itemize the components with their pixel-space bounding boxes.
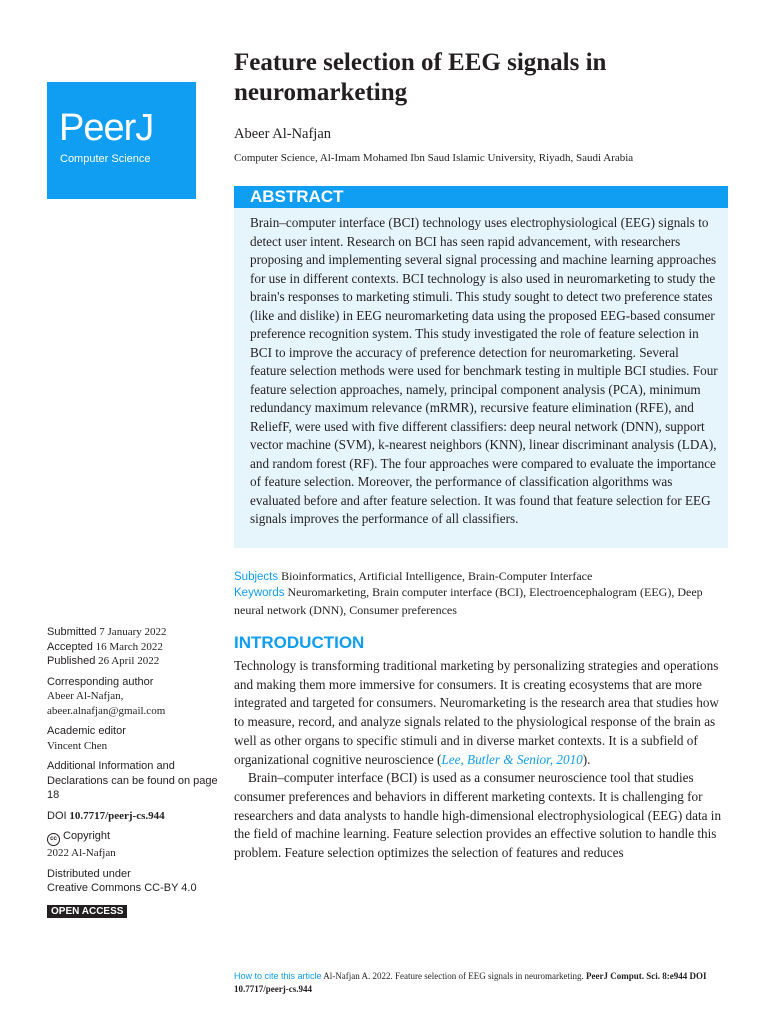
editor-name: Vincent Chen (47, 739, 108, 752)
corresponding-label: Corresponding author (47, 675, 154, 688)
doi-value[interactable]: 10.7717/peerj-cs.944 (69, 809, 165, 822)
creative-commons-icon: cc (47, 833, 60, 846)
intro-p1-text: Technology is transforming traditional marketing by personalizing strategies and operations and making them more immersive for consumers. It is creating ecosystems that are more integrated and targeted for consumers. Neuromarketing is the research area that studies how to measure, record, and analyze signals related to the physiological response of the brain as well as other organs to specific stimuli and in diverse market contexts. It is a subfield of organizational cognitive neuroscience ( (234, 658, 719, 767)
distributed-label: Distributed under (47, 867, 131, 880)
corresponding-author (47, 675, 222, 719)
copyright-label: Copyright (63, 830, 111, 842)
accepted-date: 16 March 2022 (95, 640, 163, 653)
introduction-paragraph-2: Brain–computer interface (BCI) is used as a consumer neuroscience tool that studies consumer preferences and behaviors in different marketing contexts. It is challenging for researchers and data analysts to handle high-dimensional electrophysiological (EEG) data in the field of machine learning. Feature selection provides an effective solution to handle this problem. Feature selection optimizes the selection of features and reduces (234, 770, 722, 861)
peerj-logo (47, 82, 196, 199)
article-info-sidebar (47, 625, 222, 902)
logo-brand: PeerJ (59, 107, 154, 149)
published-date: 26 April 2022 (98, 655, 160, 667)
cite-label: How to cite this article (234, 971, 322, 981)
subjects-line (234, 568, 734, 586)
license-block (47, 867, 222, 896)
logo-subtitle: Computer Science (60, 153, 151, 165)
citation-footer (234, 970, 734, 996)
corresponding-email[interactable]: abeer.alnafjan@gmail.com (47, 704, 166, 717)
abstract-heading: ABSTRACT (234, 186, 728, 208)
accepted-line (47, 640, 222, 655)
paper-title: Feature selection of EEG signals in neuromarketing (234, 49, 607, 106)
intro-p1-end: ). (582, 751, 591, 767)
author-name: Abeer Al-Nafjan (234, 126, 332, 142)
submitted-label: Submitted (47, 626, 97, 638)
editor-label: Academic editor (47, 725, 126, 737)
keywords-line (234, 584, 734, 618)
keywords-text: Neuromarketing, Brain computer interface (BCI), Electroencephalogram (EEG), Deep neural network (DNN), Consumer preferences (234, 585, 703, 617)
additional-info[interactable]: Additional Information and Declarations can be found on page 18 (47, 760, 218, 801)
published-line (47, 654, 222, 669)
accepted-label: Accepted (47, 640, 93, 653)
introduction-body (234, 657, 728, 863)
corresponding-name: Abeer Al-Nafjan, (47, 690, 124, 702)
citation-link[interactable]: Lee, Butler & Senior, 2010 (441, 751, 583, 767)
introduction-heading: INTRODUCTION (234, 633, 365, 652)
submitted-date: 7 January 2022 (99, 626, 167, 638)
open-access-badge: OPEN ACCESS (47, 905, 127, 918)
cite-text: Al-Nafjan A. 2022. Feature selection of EEG signals in neuromarketing. (323, 971, 584, 981)
doi-label: DOI (47, 809, 67, 822)
published-label: Published (47, 655, 96, 667)
copyright-block (47, 829, 222, 861)
keywords-label: Keywords (234, 587, 285, 599)
subjects-text: Bioinformatics, Artificial Intelligence, Brain-Computer Interface (281, 569, 593, 583)
abstract-text: Brain–computer interface (BCI) technology uses electrophysiological (EEG) signals to detect user intent. Research on BCI has seen rapid advancement, with researchers proposing and implementing several signal processing and machine learning approaches for use in different contexts. BCI technology is also used in neuromarketing to study the brain's responses to marketing stimuli. This study sought to detect two preference states (like and dislike) in EEG neuromarketing data using the proposed EEG-based consumer preference recognition system. This study investigated the role of feature selection in BCI to improve the accuracy of preference detection for neuromarketing. Several feature selection methods were used for benchmark testing in multiple BCI studies. Four feature selection approaches, namely, principal component analysis (PCA), minimum redundancy maximum relevance (mRMR), recursive feature elimination (RFE), and ReliefF, were used with five different classifiers: deep neural network (DNN), support vector machine (SVM), k-nearest neighbors (KNN), linear discriminant analysis (LDA), and random forest (RF). The four approaches were compared to evaluate the importance of feature selection. Moreover, the performance of classification algorithms was evaluated before and after feature selection. It was found that feature selection for EEG signals improves the performance of all classifiers. (234, 208, 728, 548)
doi-line (47, 809, 222, 824)
license-text[interactable]: Creative Commons CC-BY 4.0 (47, 882, 197, 894)
copyright-text: 2022 Al-Nafjan (47, 847, 116, 859)
journal-ref[interactable]: PeerJ Comput. Sci. 8:e944 DOI 10.7717/peerj-cs.944 (234, 971, 707, 994)
introduction-paragraph-1 (234, 657, 728, 769)
academic-editor (47, 724, 222, 753)
copyright-line (47, 829, 222, 846)
subjects-label: Subjects (234, 571, 279, 583)
author-affiliation: Computer Science, Al-Imam Mohamed Ibn Saud Islamic University, Riyadh, Saudi Arabia (234, 152, 634, 164)
submitted-line (47, 625, 222, 640)
